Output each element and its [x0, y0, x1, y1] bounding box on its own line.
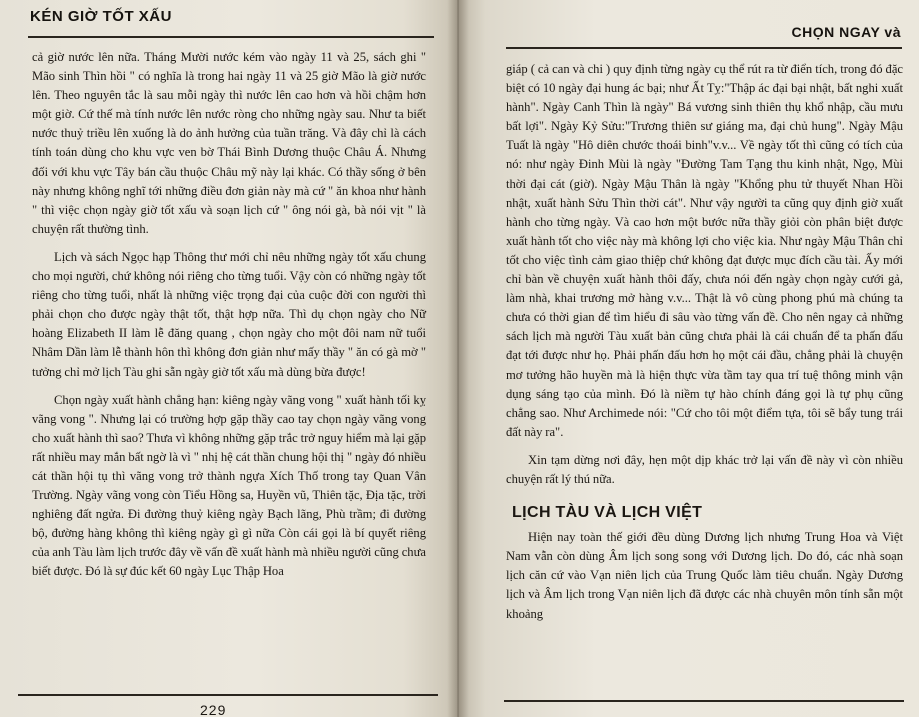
right-page	[458, 0, 919, 717]
right-paragraph-2: Xin tạm dừng nơi đây, hẹn một dịp khác trở lại vấn đề này vì còn nhiều chuyện rất lý thú nữa.	[506, 452, 903, 486]
right-running-head: CHỌN NGAY và	[791, 24, 901, 40]
section-paragraph: Hiện nay toàn thế giới đều dùng Dương lịch nhưng Trung Hoa và Việt Nam vẫn còn dùng Âm lịch song song với Dương lịch. Do đó, các nhà soạn lịch căn cứ vào Vạn niên lịch của Trung Quốc làm tiêu chuẩn. Ngày Dương lịch và Âm lịch trong Vạn niên lịch đã được các nhà chuyên môn tính sẵn một khoảng	[506, 530, 903, 621]
left-running-head: KÉN GIỜ TỐT XẤU	[30, 8, 172, 25]
section-title: LỊCH TÀU VÀ LỊCH VIỆT	[512, 504, 703, 522]
right-paragraph-1: giáp ( cả can và chi ) quy định từng ngày cụ thể rút ra từ điển tích, trong đó đặc biệt có 10 ngày đại hung ác bại; như Ất Tỵ:"Thập ác đại bại nhật, bất nghi xuất hành". Ngày Canh Thìn là ngày" Bá vương sinh thiên thụ khổ nhập, cầu mưu bất lợi". Ngày Kỷ Sửu:"Trương thiên sư giáng ma, đại chủ hung". Ngày Mậu Tuất là ngày "Hô diên chước thoái binh"v.v... Về ngày tốt thì cũng có tích của nó: như ngày Đinh Mùi là ngày "Đường Tam Tạng thu kinh nhật, Ngọ, Mùi thời đại cát (giờ). Ngày Mậu Thân là ngày "Khổng phu tử thuyết Nhan Hồi nhật, xuất hành Sửu Thìn thời cát". Như vậy người ta cũng quy định giờ xuất hành cho từng ngày. Và cao hơn một bước nữa thầy giỏi còn phân biệt được xuất hành tốt cho việc này mà không lợi cho việc kia. Như ngày Mậu Thân chỉ tốt cho việc tình cảm giao thiệp chứ không đạt được mục đích cầu tài. Ấy mới chỉ bàn về chuyện xuất hành thôi đấy, chưa nói đến ngày chọn ngày cưới gả, làm nhà, khai trương mở hàng v.v... Thật là vô cùng phong phú mà chúng ta chưa có thời gian để tìm hiểu đi sâu vào từng vấn đề. Cho nên ngay cả những sách lịch mà người Tàu xuất bản cũng chưa phải là cái chuẩn để ta phấn đấu đạt tới được như họ. Phải phấn đấu hơn họ một cái đầu, chẳng phải là chuyện mơ tưởng hão huyền mà là hiện thực vừa tầm tay qua trí tuệ thông minh vận dụng sáng tạo của mình. Đó là niềm tự hào chính đáng gọi là tự phụ cũng chẳng sao. Như Archimede nói: "Cứ cho tôi một điểm tựa, tôi sẽ bẩy tung trái đất này ra".	[506, 62, 903, 439]
left-header-rule	[28, 36, 434, 38]
left-page	[0, 0, 458, 717]
left-paragraph-3: Chọn ngày xuất hành chẳng hạn: kiêng ngày vãng vong " xuất hành tối kỵ vãng vong ". Nhưng lại có trường hợp gặp thầy cao tay chọn ngày vãng vong cho xuất hành thì sao? Thưa vì không những gặp trắc trở nguy hiểm mà lại gặp rất nhiều may mắn bất ngờ là vì " nhị hệ cát thần chung hội thị " ngày đó nhiều cát thần hội tụ thì vãng vong trở thành ngựa Xích Thố trong tay Quan Vân Trường. Ngày vãng vong còn Tiểu Hồng sa, Huyền vũ, Thiên tặc, Địa tặc, trời nghiêng đất ngửa. Đi đường thuỷ kiêng ngày Bạch lãng, Phù trầm; đi đường bộ, đường hàng không thì kiêng ngày gì gì nữa Còn cái gọi là bí quyết riêng của anh Tàu làm lịch trước đây về vấn đề xuất hành mà nhiều người cũng chưa biết được. Đó là sự đúc kết 60 ngày Lục Thập Hoa	[32, 392, 426, 579]
left-body-text	[32, 48, 426, 582]
page-number: 229	[200, 702, 227, 717]
right-footer-rule	[504, 700, 904, 702]
left-paragraph-2: Lịch và sách Ngọc hạp Thông thư mới chỉ nêu những ngày tốt xấu chung cho mọi người, chứ không nói riêng cho từng tuổi. Vậy còn có những ngày tốt riêng cho từng tuổi, nhất là những việc trọng đại của cuộc đời con người thì phải chọn cho được ngày thật tốt, thật hợp nữa. Thì dụ chọn ngày cho Nữ hoàng Elizabeth II làm lễ đăng quang , chọn ngày cho một đôi nam nữ tuổi Nhâm Dần làm lễ thành hôn thì không đơn giản như mấy thầy " ăn có gà mờ " tưởng chỉ mở lịch Tàu ghi sẵn ngày giờ tốt xấu mà dùng bừa được!	[32, 249, 426, 379]
left-footer-rule	[18, 694, 438, 696]
right-body-text	[506, 60, 903, 624]
left-paragraph-1: cả giờ nước lên nữa. Tháng Mười nước kém vào ngày 11 và 25, sách ghi " Mão sinh Thìn hồi " có nghĩa là trong hai ngày 11 và 25 giờ Mão là giờ nước lên. Theo nguyên tắc là sau mỗi ngày thì nước lên cao hơn và hồi chậm hơn một giờ. Cứ thế mà tính nước lên nước ròng cho những ngày sau. Như ta biết nước thuỷ triều lên xuống là do ảnh hưởng của tuần trăng. Và đây chỉ là cách tính toán dùng cho khu vực ven bờ Thái Bình Dương thuộc Châu Á. Nhưng đối với khu vực Tây bán cầu thuộc Châu mỹ này lại khác. Có thầy sống ở bên này nhưng không nghĩ tới những điều đơn giản này mà cứ " ăn khoa như hành " thì việc chọn ngày giờ tốt xấu và soạn lịch cứ " ông nói gà, bà nói vịt " là chuyện rất thường tình.	[32, 50, 426, 236]
book-gutter	[447, 0, 469, 717]
right-header-rule	[506, 47, 902, 49]
